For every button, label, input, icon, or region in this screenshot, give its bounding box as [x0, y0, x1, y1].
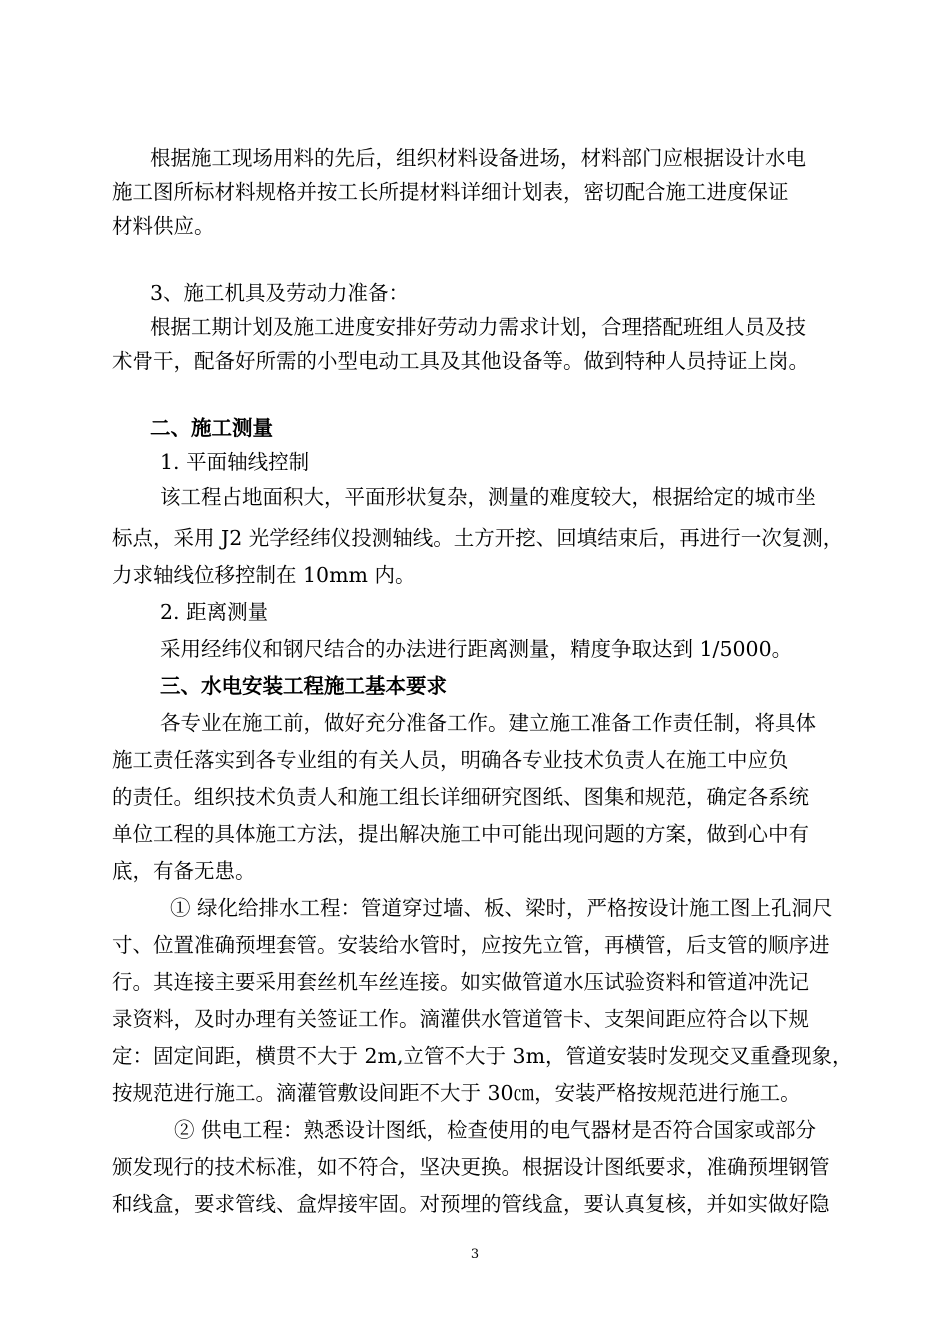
- paragraph-line: 定：固定间距，横贯不大于 2m,立管不大于 3m，管道安装时发现交叉重叠现象，: [112, 1044, 853, 1068]
- paragraph-line: 采用经纬仪和钢尺结合的办法进行距离测量，精度争取达到 1/5000。: [160, 637, 793, 661]
- paragraph-line: 颁发现行的技术标准，如不符合，坚决更换。根据设计图纸要求，准确预埋钢管: [112, 1155, 830, 1179]
- section-heading: 三、水电安装工程施工基本要求: [160, 674, 447, 698]
- paragraph-line: 寸、位置准确预埋套管。安装给水管时，应按先立管，再横管，后支管的顺序进: [112, 933, 830, 957]
- paragraph-line: 录资料，及时办理有关签证工作。滴灌供水管道管卡、支架间距应符合以下规: [112, 1007, 809, 1031]
- paragraph-line: 按规范进行施工。滴灌管敷设间距不大于 30㎝，安装严格按规范进行施工。: [112, 1081, 801, 1105]
- paragraph-line: 力求轴线位移控制在 10mm 内。: [112, 563, 416, 587]
- paragraph-line: 行。其连接主要采用套丝机车丝连接。如实做管道水压试验资料和管道冲洗记: [112, 970, 809, 994]
- paragraph-line: 该工程占地面积大，平面形状复杂，测量的难度较大，根据给定的城市坐: [160, 485, 816, 509]
- paragraph-line: 根据工期计划及施工进度安排好劳动力需求计划，合理搭配班组人员及技: [150, 315, 806, 339]
- paragraph-line: 根据施工现场用料的先后，组织材料设备进场，材料部门应根据设计水电: [150, 146, 806, 170]
- page-number: 3: [470, 1247, 480, 1262]
- subsection-heading: 1. 平面轴线控制: [160, 450, 310, 474]
- paragraph-line: 施工图所标材料规格并按工长所提材料详细计划表，密切配合施工进度保证: [112, 180, 789, 204]
- paragraph-line: ① 绿化给排水工程：管道穿过墙、板、梁时，严格按设计施工图上孔洞尺: [170, 896, 833, 920]
- paragraph-line: ② 供电工程：熟悉设计图纸，检查使用的电气器材是否符合国家或部分: [174, 1118, 817, 1142]
- section-heading: 二、施工测量: [150, 416, 273, 440]
- subsection-heading: 2. 距离测量: [160, 600, 269, 624]
- paragraph-line: 单位工程的具体施工方法，提出解决施工中可能出现问题的方案，做到心中有: [112, 822, 809, 846]
- paragraph-line: 各专业在施工前，做好充分准备工作。建立施工准备工作责任制，将具体: [160, 711, 816, 735]
- paragraph-line: 标点，采用 J2 光学经纬仪投测轴线。土方开挖、回填结束后，再进行一次复测，: [112, 526, 844, 550]
- paragraph-line: 和线盒，要求管线、盒焊接牢固。对预埋的管线盒，要认真复核，并如实做好隐: [112, 1192, 830, 1216]
- paragraph-line: 3、施工机具及劳动力准备：: [150, 281, 410, 305]
- paragraph-line: 底，有备无患。: [112, 859, 256, 883]
- paragraph-line: 术骨干，配备好所需的小型电动工具及其他设备等。做到特种人员持证上岗。: [112, 349, 809, 373]
- paragraph-line: 的责任。组织技术负责人和施工组长详细研究图纸、图集和规范，确定各系统: [112, 785, 809, 809]
- paragraph-line: 材料供应。: [112, 214, 215, 238]
- paragraph-line: 施工责任落实到各专业组的有关人员，明确各专业技术负责人在施工中应负: [112, 748, 789, 772]
